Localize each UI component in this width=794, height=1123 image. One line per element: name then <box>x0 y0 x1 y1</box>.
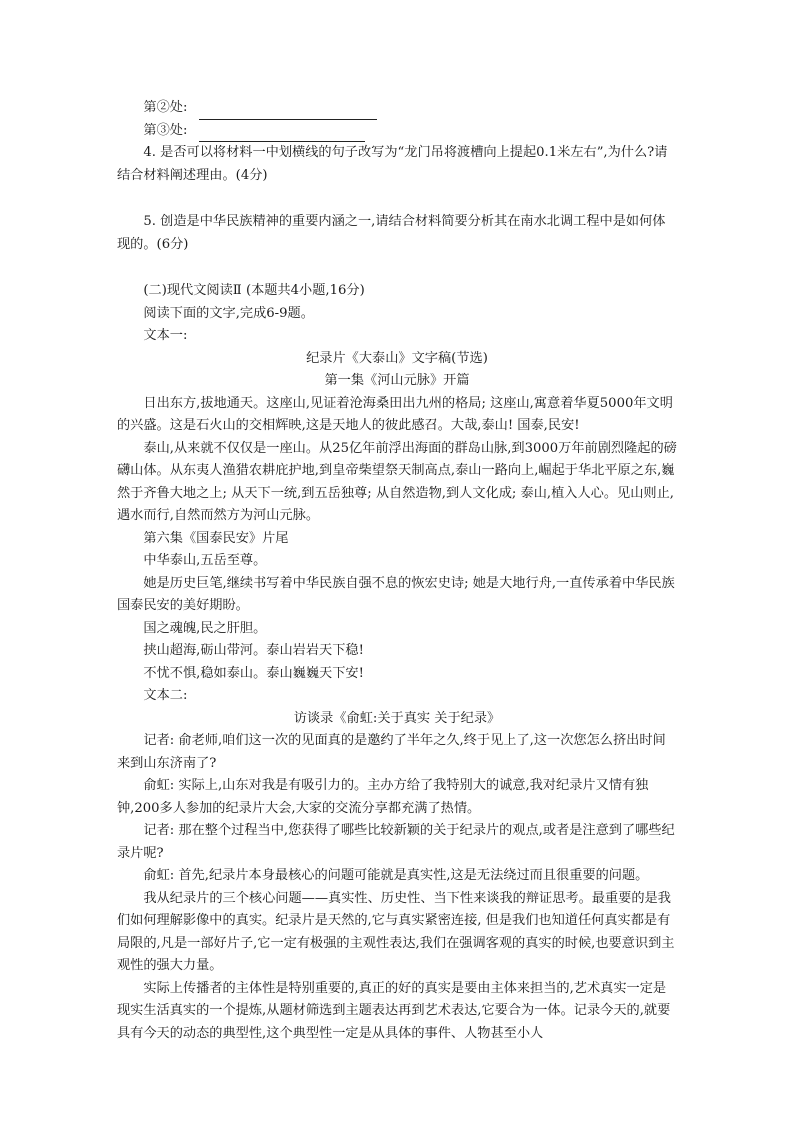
answer-line[interactable] <box>199 126 365 142</box>
document-body <box>117 97 677 1045</box>
interview-paragraph: 我从纪录片的三个核心问题——真实性、历史性、当下性来谈我的辩证思考。最重要的是我们如何理解影像中的真实。纪录片是天然的,它与真实紧密连接, 但是我们也知道任何真实都是有局限的,凡是一部好片子,它一定有极强的主观性表达,我们在强调客观的真实的时候,也要意识到主观性的强大力量。 <box>117 890 675 973</box>
question-4: 4. 是否可以将材料一中划横线的句子改写为“龙门吊将渡槽向上提起0.1米左右”,为什么?请结合材料阐述理由。(4分) <box>117 145 668 183</box>
text2-label: 文本二: <box>143 688 188 703</box>
interview-paragraph: 记者: 那在整个过程当中,您获得了哪些比较新颖的关于纪录片的观点,或者是注意到了哪些纪录片呢? <box>117 823 675 861</box>
text2-title: 访谈录《俞虹:关于真实 关于纪录》 <box>293 710 501 726</box>
interview-paragraph: 记者: 俞老师,咱们这一次的见面真的是邀约了半年之久,终于见上了,这一次您怎么挤出时间来到山东济南了? <box>117 733 666 771</box>
text1-line: 她是历史巨笔,继续书写着中华民族自强不息的恢宏史诗; 她是大地行舟,一直传承着中华民族国泰民安的美好期盼。 <box>117 575 675 613</box>
blank-label: 第③处: <box>143 122 188 138</box>
interview-paragraph: 俞虹: 实际上,山东对我是有吸引力的。主办方给了我特别大的诚意,我对纪录片又情有独钟,200多人参加的纪录片大会,大家的交流分享都充满了热情。 <box>117 778 649 816</box>
blank-label: 第②处: <box>143 100 188 115</box>
text1-label: 文本一: <box>143 328 188 343</box>
text1-line: 挟山超海,砺山带河。泰山岩岩天下稳! <box>143 643 364 658</box>
episode6-title: 第六集《国泰民安》片尾 <box>143 530 289 546</box>
episode1-title: 第一集《河山元脉》开篇 <box>324 373 470 388</box>
section-heading: (二)现代文阅读Ⅱ (本题共4小题,16分) <box>143 283 365 298</box>
text1-line: 中华泰山,五岳至尊。 <box>143 553 267 568</box>
interview-paragraph: 俞虹: 首先,纪录片本身最核心的问题可能就是真实性,这是无法绕过而且很重要的问题。 <box>143 868 649 883</box>
text1-paragraph: 泰山,从来就不仅仅是一座山。从25亿年前浮出海面的群岛山脉,到3000万年前剧烈隆起的磅礴山体。从东夷人渔猎农耕庇护地,到皇帝柴望祭天制高点,泰山一路向上,崛起于华北平原之东,巍然于齐鲁大地之上; 从天下一统,到五岳独尊; 从自然造物,到人文化成; 泰山,植入人心。见山则止,遇水而行,自然而然方为河山元脉。 <box>117 440 677 523</box>
interview-paragraph: 实际上传播者的主体性是特别重要的,真正的好的真实是要由主体来担当的,艺术真实一定是现实生活真实的一个提炼,从题材筛选到主题表达再到艺术表达,它要合为一体。记录今天的,就要具有今天的动态的典型性,这个典型性一定是从具体的事件、人物甚至小人 <box>117 980 671 1041</box>
answer-blank-2 <box>117 97 677 120</box>
text1-paragraph: 日出东方,拔地通天。这座山,见证着沧海桑田出九州的格局; 这座山,寓意着华夏5000年文明的兴盛。这是石火山的交相辉映,这是天地人的彼此感召。大哉,泰山! 国泰,民安! <box>117 395 673 433</box>
text1-line: 不忧不惧,稳如泰山。泰山巍巍天下安! <box>143 665 364 681</box>
section-instruction: 阅读下面的文字,完成6-9题。 <box>143 305 314 321</box>
text1-line: 国之魂魄,民之肝胆。 <box>143 620 267 636</box>
answer-line[interactable] <box>199 104 377 120</box>
answer-blank-3 <box>117 120 677 143</box>
text1-title: 纪录片《大泰山》文字稿(节选) <box>306 350 488 366</box>
question-5: 5. 创造是中华民族精神的重要内涵之一,请结合材料简要分析其在南水北调工程中是如何体现的。(6分) <box>117 214 666 252</box>
